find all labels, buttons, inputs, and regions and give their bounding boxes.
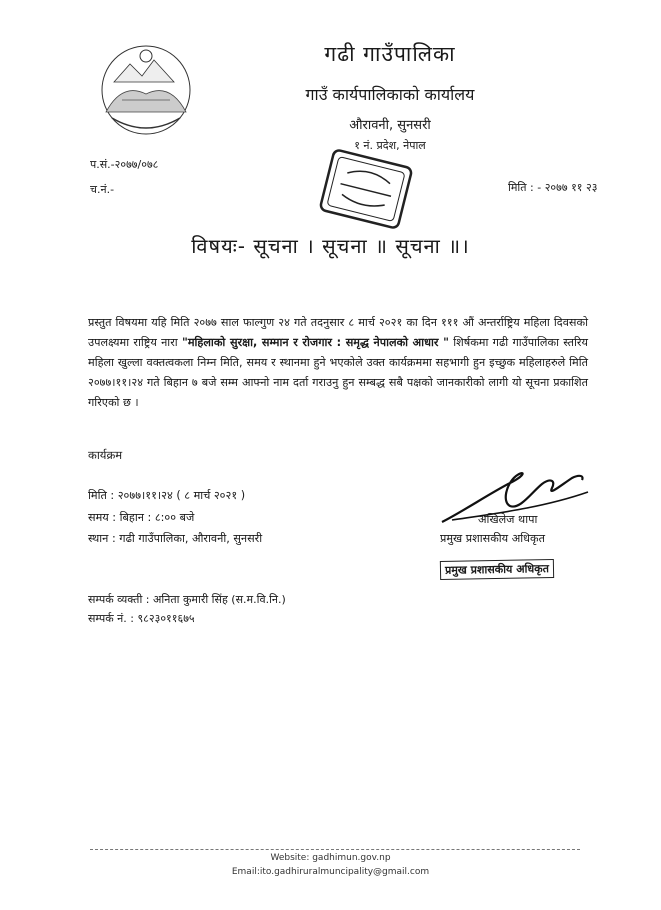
program-heading: कार्यक्रम xyxy=(88,448,123,462)
office-address: औरावनी, सुनसरी xyxy=(349,118,431,133)
program-place: स्थान : गढी गाउँपालिका, औरावनी, सुनसरी xyxy=(88,532,263,545)
program-date: मिति : २०७७।११।२४ ( ८ मार्च २०२१ ) xyxy=(88,489,246,502)
notice-subject: विषयः- सूचना । सूचना ॥ सूचना ॥। xyxy=(191,234,470,258)
letter-number: प.सं.-२०७७/०७८ xyxy=(90,158,159,171)
footer-website: Website: gadhimun.gov.np xyxy=(270,853,391,863)
office-name: गाउँ कार्यपालिकाको कार्यालय xyxy=(305,85,475,104)
contact-person: सम्पर्क व्यक्ती : अनिता कुमारी सिंह (स.म.वि.नि.) xyxy=(88,593,286,606)
footer-divider xyxy=(90,849,580,850)
contact-phone: सम्पर्क नं. : ९८२३०११६७५ xyxy=(88,612,195,625)
signer-title: प्रमुख प्रशासकीय अधिकृत xyxy=(440,532,546,545)
body-part-2: शिर्षकमा गढी गाउँपालिका स्तरिय महिला खुल्ला वक्तत्वकला निम्न मिति, समय र स्थानमा हुने भएकोले उक्त कार्यक्रममा सहभागी हुन इच्छुक महिलाहरुले मिति २०७७।११।२४ गते बिहान ७ बजे सम्म आफ्नो नाम दर्ता गराउनु हुन सम्बद्ध सबै पक्षको जानकारीको लागी यो सूचना प्रकाशित गरिएको छ । xyxy=(88,336,588,409)
notice-body xyxy=(88,313,588,413)
province-line: १ नं. प्रदेश, नेपाल xyxy=(354,139,426,152)
program-time: समय : बिहान : ८:०० बजे xyxy=(88,511,195,524)
official-seal: प्रमुख प्रशासकीय अधिकृत xyxy=(440,559,554,580)
letter-date: मिति : - २०७७ ११ २३ xyxy=(508,181,598,194)
signer-name: अखिलेज थापा xyxy=(478,513,538,526)
dispatch-number: च.नं.- xyxy=(90,183,115,196)
office-stamp-icon xyxy=(316,148,416,230)
body-part-1: प्रस्तुत विषयमा यहि मिति २०७७ साल फाल्गुण २४ गते तदनुसार ८ मार्च २०२१ का दिन १११ औं अन्तर्राष्ट्रिय महिला दिवसको उपलक्ष्यमा राष्ट्रिय नारा xyxy=(88,316,588,349)
footer-email: Email:ito.gadhiruralmuncipality@gmail.com xyxy=(231,867,430,877)
slogan-text: "महिलाको सुरक्षा, सम्मान र रोजगार : समृद्ध नेपालको आधार " xyxy=(181,336,449,349)
org-name: गढी गाउँपालिका xyxy=(324,42,456,66)
nepal-emblem-icon xyxy=(92,42,200,140)
